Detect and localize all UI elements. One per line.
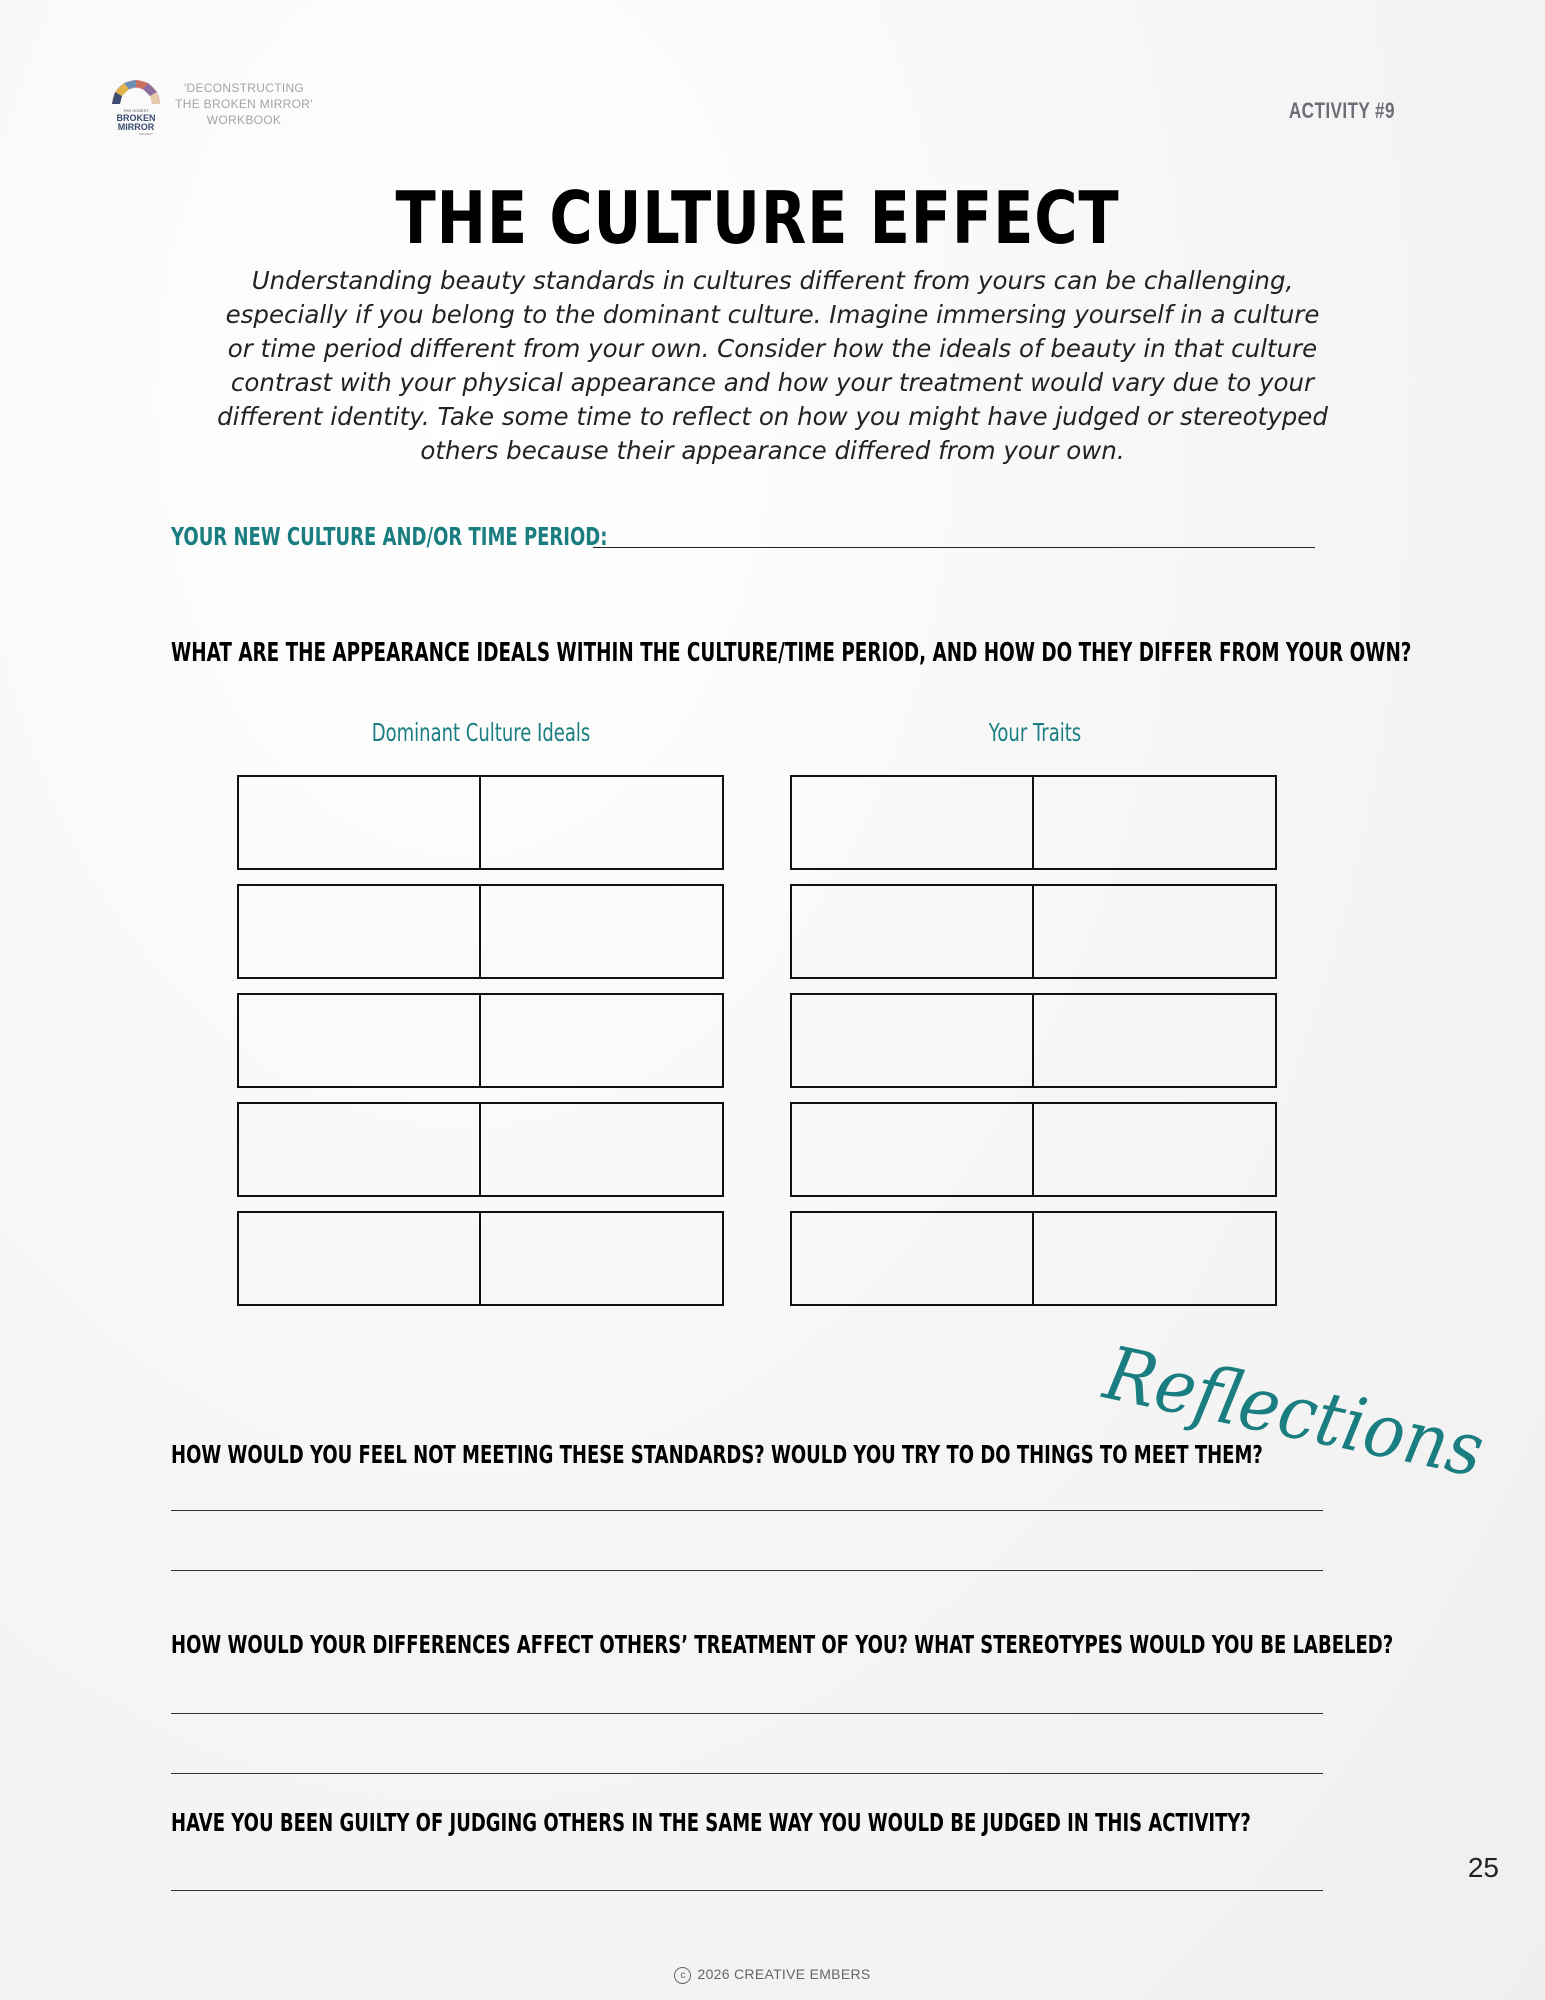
grid-row [790,884,1277,979]
grid-cell[interactable] [1034,777,1276,868]
grid-cell[interactable] [792,886,1034,977]
grid-cell[interactable] [239,777,481,868]
logo-mosaic-arch [112,80,160,104]
intro-line: especially if you belong to the dominant culture. Imagine immersing yourself in a culture [225,300,1320,329]
grid-cell[interactable] [792,1104,1034,1195]
broken-mirror-logo [102,74,170,136]
page-number: 25 [1467,1852,1499,1883]
intro-line: different identity. Take some time to reflect on how you might have judged or stereotyped [217,402,1328,431]
grid-row [790,775,1277,870]
grid-row [237,1211,724,1306]
grid-cell[interactable] [239,1213,481,1304]
copyright-icon: c [674,1967,691,1984]
dominant-culture-heading: Dominant Culture Ideals [371,718,591,747]
workbook-subtitle-line: THE BROKEN MIRROR' [175,97,313,111]
grid-cell[interactable] [1034,886,1276,977]
reflection-question: HOW WOULD YOU FEEL NOT MEETING THESE STANDARDS? WOULD YOU TRY TO DO THINGS TO MEET THEM? [171,1440,1263,1469]
answer-line[interactable] [171,1713,1323,1714]
new-culture-answer-line[interactable] [593,547,1315,548]
copyright-footer [0,1966,1545,1984]
grid-cell[interactable] [1034,1213,1276,1304]
your-traits-heading: Your Traits [988,718,1082,747]
grid-cell[interactable] [239,995,481,1086]
grid-row [790,1211,1277,1306]
svg-text:Reflections: Reflections [1097,1329,1492,1494]
answer-line[interactable] [171,1510,1323,1511]
reflection-question: HAVE YOU BEEN GUILTY OF JUDGING OTHERS IN THE SAME WAY YOU WOULD BE JUDGED IN THIS ACTIVITY? [171,1808,1251,1837]
grid-row [790,993,1277,1088]
grid-row [237,775,724,870]
grid-row [237,993,724,1088]
answer-line[interactable] [171,1890,1323,1891]
svg-text:MIRROR: MIRROR [117,122,155,132]
reflection-question: HOW WOULD YOUR DIFFERENCES AFFECT OTHERS’ TREATMENT OF YOU? WHAT STEREOTYPES WOULD YOU BE LABELED? [171,1630,1394,1659]
svg-text:THE HONEST: THE HONEST [123,108,149,113]
intro-line: contrast with your physical appearance and how your treatment would vary due to your [230,368,1315,397]
grid-cell[interactable] [239,886,481,977]
grid-cell[interactable] [792,1213,1034,1304]
grid-row [790,1102,1277,1197]
grid-cell[interactable] [1034,995,1276,1086]
answer-line[interactable] [171,1570,1323,1571]
grid-cell[interactable] [792,995,1034,1086]
intro-paragraph [185,264,1360,468]
page-title: THE CULTURE EFFECT [395,176,1120,260]
intro-line: or time period different from your own. Consider how the ideals of beauty in that culture [227,334,1318,363]
grid-row [237,1102,724,1197]
grid-row [237,884,724,979]
grid-cell[interactable] [239,1104,481,1195]
grid-cell[interactable] [481,886,723,977]
activity-label: ACTIVITY #9 [1288,98,1395,123]
grid-cell[interactable] [481,1213,723,1304]
grid-cell[interactable] [792,777,1034,868]
svg-text:BROKEN: BROKEN [116,113,156,123]
copyright-text: 2026 CREATIVE EMBERS [697,1966,871,1982]
intro-line: Understanding beauty standards in cultures different from yours can be challenging, [251,266,1294,295]
grid-cell[interactable] [481,995,723,1086]
intro-line: others because their appearance differed from your own. [420,436,1125,465]
svg-text:PROJECT: PROJECT [138,132,154,136]
new-culture-prompt: YOUR NEW CULTURE AND/OR TIME PERIOD: [171,522,608,551]
workbook-subtitle-line: WORKBOOK [206,113,282,127]
grid-cell[interactable] [1034,1104,1276,1195]
grid-cell[interactable] [481,777,723,868]
appearance-ideals-question: WHAT ARE THE APPEARANCE IDEALS WITHIN THE CULTURE/TIME PERIOD, AND HOW DO THEY DIFFER FROM YOUR OWN? [171,638,1412,668]
answer-line[interactable] [171,1773,1323,1774]
grid-cell[interactable] [481,1104,723,1195]
workbook-subtitle [168,80,320,128]
workbook-subtitle-line: 'DECONSTRUCTING [183,81,305,95]
